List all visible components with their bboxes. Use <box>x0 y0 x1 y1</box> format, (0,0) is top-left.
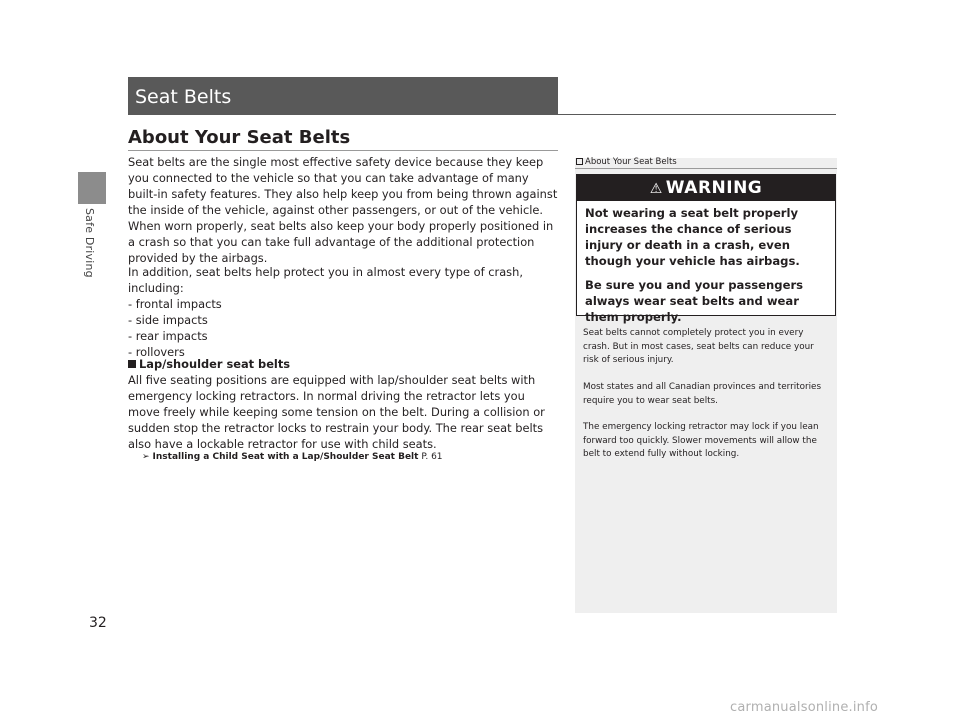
warning-line: Not wearing a seat belt properly increases the chance of serious injury or death in a crash, even though your vehicle has airbags. <box>585 206 800 268</box>
crash-types-paragraph <box>128 264 558 360</box>
xref-page: P. 61 <box>421 452 443 462</box>
chapter-title: Seat Belts <box>135 86 232 108</box>
page-number: 32 <box>89 615 107 631</box>
reference-arrow-icon: ➢ <box>142 452 150 462</box>
intro-paragraph: Seat belts are the single most effective safety device because they keep you connected to the vehicle so that you can take advantage of many built-in safety features. They also help keep you from being thrown against the inside of the vehicle, against other passengers, or out of the vehicle. When worn properly, seat belts also keep your body properly positioned in a crash so that you can take full advantage of the additional protection provided by the airbags. <box>128 155 558 265</box>
crash-type-item: - rollovers <box>128 345 185 359</box>
side-notes-rule <box>575 168 837 169</box>
warning-header <box>577 175 835 201</box>
section-title: About Your Seat Belts <box>128 127 351 148</box>
xref-label: Installing a Child Seat with a Lap/Shoulder Seat Belt <box>152 452 419 462</box>
square-bullet-icon <box>128 360 136 368</box>
note-icon <box>576 158 583 165</box>
watermark: carmanualsonline.info <box>730 700 879 715</box>
side-notes-heading <box>575 157 837 167</box>
side-notes-heading-text: About Your Seat Belts <box>585 157 677 167</box>
warning-body <box>585 205 833 333</box>
warning-title: WARNING <box>665 178 763 198</box>
note-paragraph: Most states and all Canadian provinces and territories require you to wear seat belts. <box>583 382 822 406</box>
subheading <box>128 356 290 372</box>
crash-type-item: - rear impacts <box>128 329 208 343</box>
crash-type-item: - frontal impacts <box>128 297 222 311</box>
warning-triangle-icon: ⚠ <box>649 181 663 197</box>
section-rule <box>128 150 558 151</box>
note-paragraph: Seat belts cannot completely protect you in every crash. But in most cases, seat belts can reduce your risk of serious injury. <box>583 328 814 365</box>
crash-type-item: - side impacts <box>128 313 208 327</box>
title-rule <box>558 114 836 115</box>
lap-shoulder-paragraph: All five seating positions are equipped with lap/shoulder seat belts with emergency locking retractors. In normal driving the retractor lets you move freely while keeping some tension on the belt. During a collision or sudden stop the retractor locks to restrain your body. The rear seat belts also have a lockable retractor for use with child seats. <box>128 373 545 451</box>
warning-line: Be sure you and your passengers always wear seat belts and wear them properly. <box>585 278 804 324</box>
chapter-title-bar <box>128 77 558 115</box>
crash-types-intro: In addition, seat belts help protect you in almost every type of crash, including: <box>128 265 523 295</box>
note-paragraph: The emergency locking retractor may lock if you lean forward too quickly. Slower movements will allow the belt to extend fully without locking. <box>583 422 819 459</box>
section-tab-marker <box>78 172 106 204</box>
section-side-label: Safe Driving <box>83 208 96 278</box>
warning-box <box>576 174 836 324</box>
subheading-text: Lap/shoulder seat belts <box>139 357 291 371</box>
cross-reference-link[interactable] <box>142 452 443 462</box>
